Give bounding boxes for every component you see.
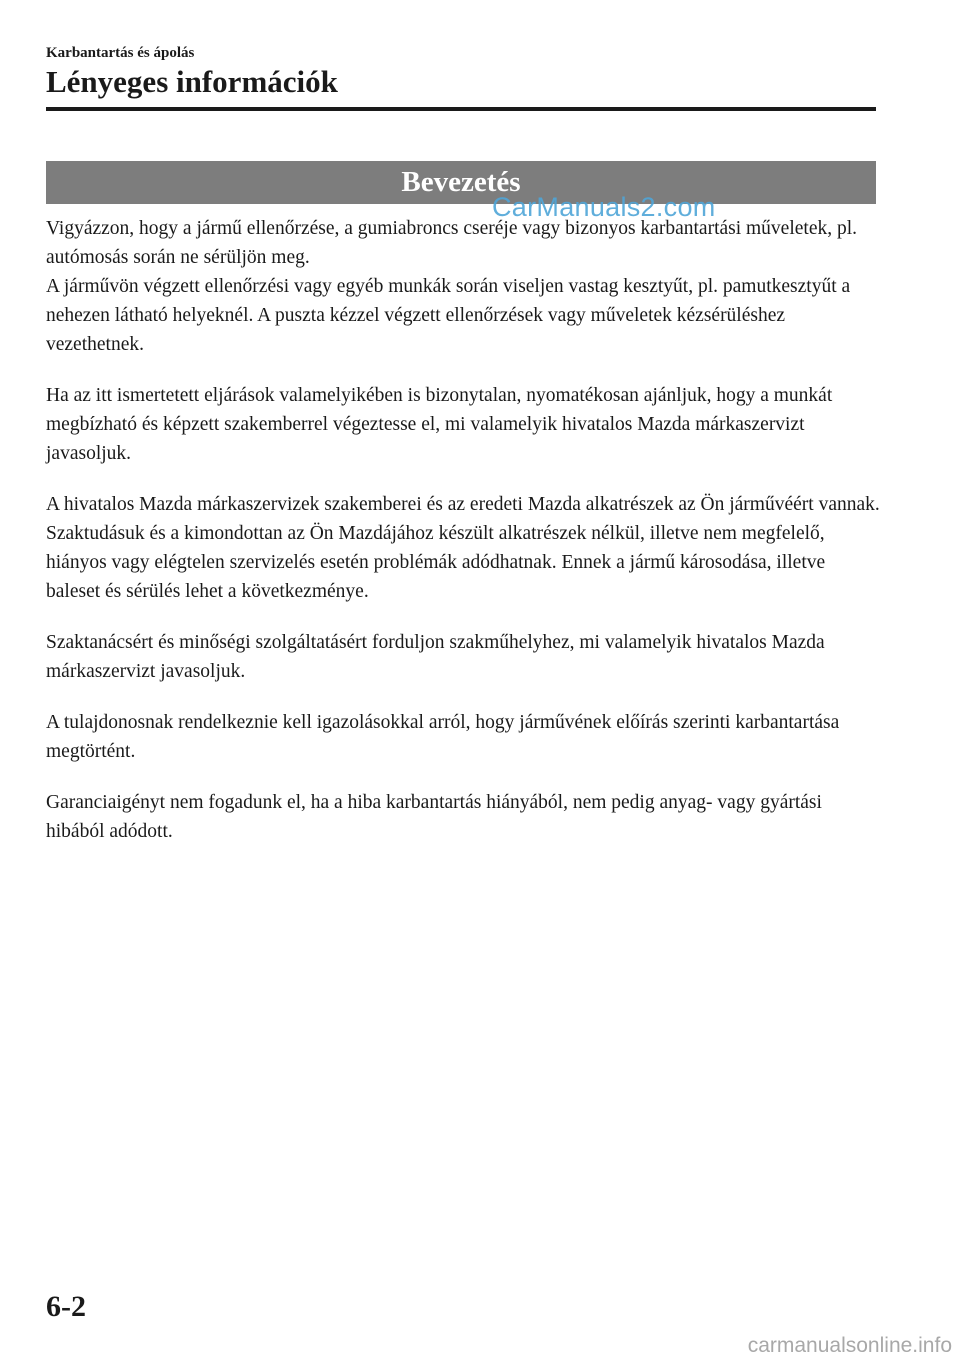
paragraph: Szaktanácsért és minőségi szolgáltatásért forduljon szakműhelyhez, mi valamelyik hivatalos Mazda márkaszervizt javasoljuk. bbox=[46, 632, 825, 682]
breadcrumb: Karbantartás és ápolás bbox=[46, 45, 195, 61]
body-text bbox=[46, 214, 882, 868]
paragraph: A tulajdonosnak rendelkeznie kell igazolásokkal arról, hogy járművének előírás szerinti karbantartása megtörtént. bbox=[46, 712, 840, 762]
paragraph: Ha az itt ismertetett eljárások valamelyikében is bizonytalan, nyomatékosan ajánljuk, hogy a munkát megbízható és képzett szakemberrel végeztesse el, mi valamelyik hivatalos Mazda márkaszervizt javasoljuk. bbox=[46, 385, 833, 464]
paragraph: Garanciaigényt nem fogadunk el, ha a hiba karbantartás hiányából, nem pedig anyag- vagy gyártási hibából adódott. bbox=[46, 792, 822, 842]
paragraph: A hivatalos Mazda márkaszervizek szakemberei és az eredeti Mazda alkatrészek az Ön járművéért vannak. Szaktudásuk és a kimondottan az Ön Mazdájához készült alkatrészek nélkül, illetve nem megfelelő, hiányos vagy elégtelen szervizelés esetén problémák adódhatnak. Ennek a jármű károsodása, illetve baleset és sérülés lehet a következménye. bbox=[46, 494, 880, 602]
paragraph: Vigyázzon, hogy a jármű ellenőrzése, a gumiabroncs cseréje vagy bizonyos karbantartási műveletek, pl. autómosás során ne sérüljön meg. bbox=[46, 218, 858, 268]
paragraph: A járművön végzett ellenőrzési vagy egyéb munkák során viseljen vastag kesztyűt, pl. pamutkesztyűt a nehezen látható helyeknél. A puszta kézzel végzett ellenőrzések vagy műveletek kézsérüléshez vezethetnek. bbox=[46, 276, 851, 355]
section-banner bbox=[46, 161, 876, 204]
page-number: 6-2 bbox=[46, 1290, 86, 1323]
watermark-top: CarManuals2.com bbox=[492, 192, 716, 222]
title-divider bbox=[46, 107, 876, 111]
section-title: Bevezetés bbox=[401, 166, 521, 198]
watermark-bottom: carmanualsonline.info bbox=[747, 1334, 952, 1357]
page-title: Lényeges információk bbox=[46, 64, 338, 99]
